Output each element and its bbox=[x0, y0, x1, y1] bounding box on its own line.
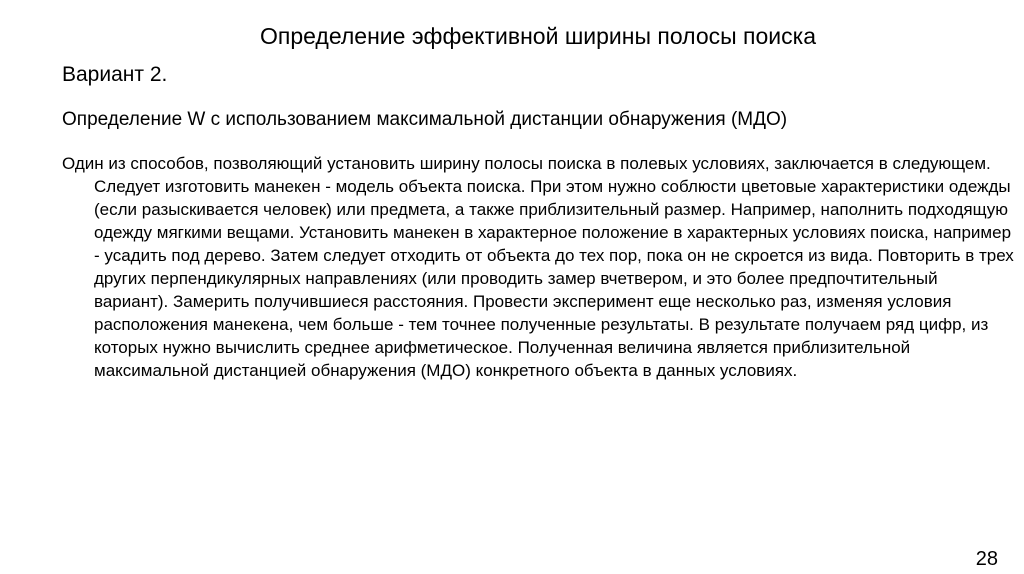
variant-heading: Вариант 2. bbox=[62, 63, 168, 86]
body-paragraph: Один из способов, позволяющий установить ширину полосы поиска в полевых условиях, заключается в следующем. Следует изготовить манекен - модель объекта поиска. При этом нужно соблюсти цветовые характеристики одежды (если разыскивается человек) или предмета, а также приблизительный размер. Например, наполнить подходящую одежду мягкими вещами. Установить манекен в характерное положение в характерных условиях поиска, например - усадить под дерево. Затем следует отходить от объекта до тех пор, пока он не скроется из вида. Повторить в трех других перпендикулярных направлениях (или проводить замер вчетвером, и это более предпочтительный вариант). Замерить получившиеся расстояния. Провести эксперимент еще несколько раз, изменяя условия расположения манекена, чем больше - тем точнее полученные результаты. В результате получаем ряд цифр, из которых нужно вычислить среднее арифметическое. Полученная величина является приблизительной максимальной дистанцией обнаружения (МДО) конкретного объекта в данных условиях. bbox=[62, 154, 1014, 380]
section-subheading: Определение W с использованием максимальной дистанции обнаружения (МДО) bbox=[62, 109, 788, 130]
slide-title: Определение эффективной ширины полосы поиска bbox=[260, 23, 816, 49]
page-number: 28 bbox=[975, 548, 998, 570]
